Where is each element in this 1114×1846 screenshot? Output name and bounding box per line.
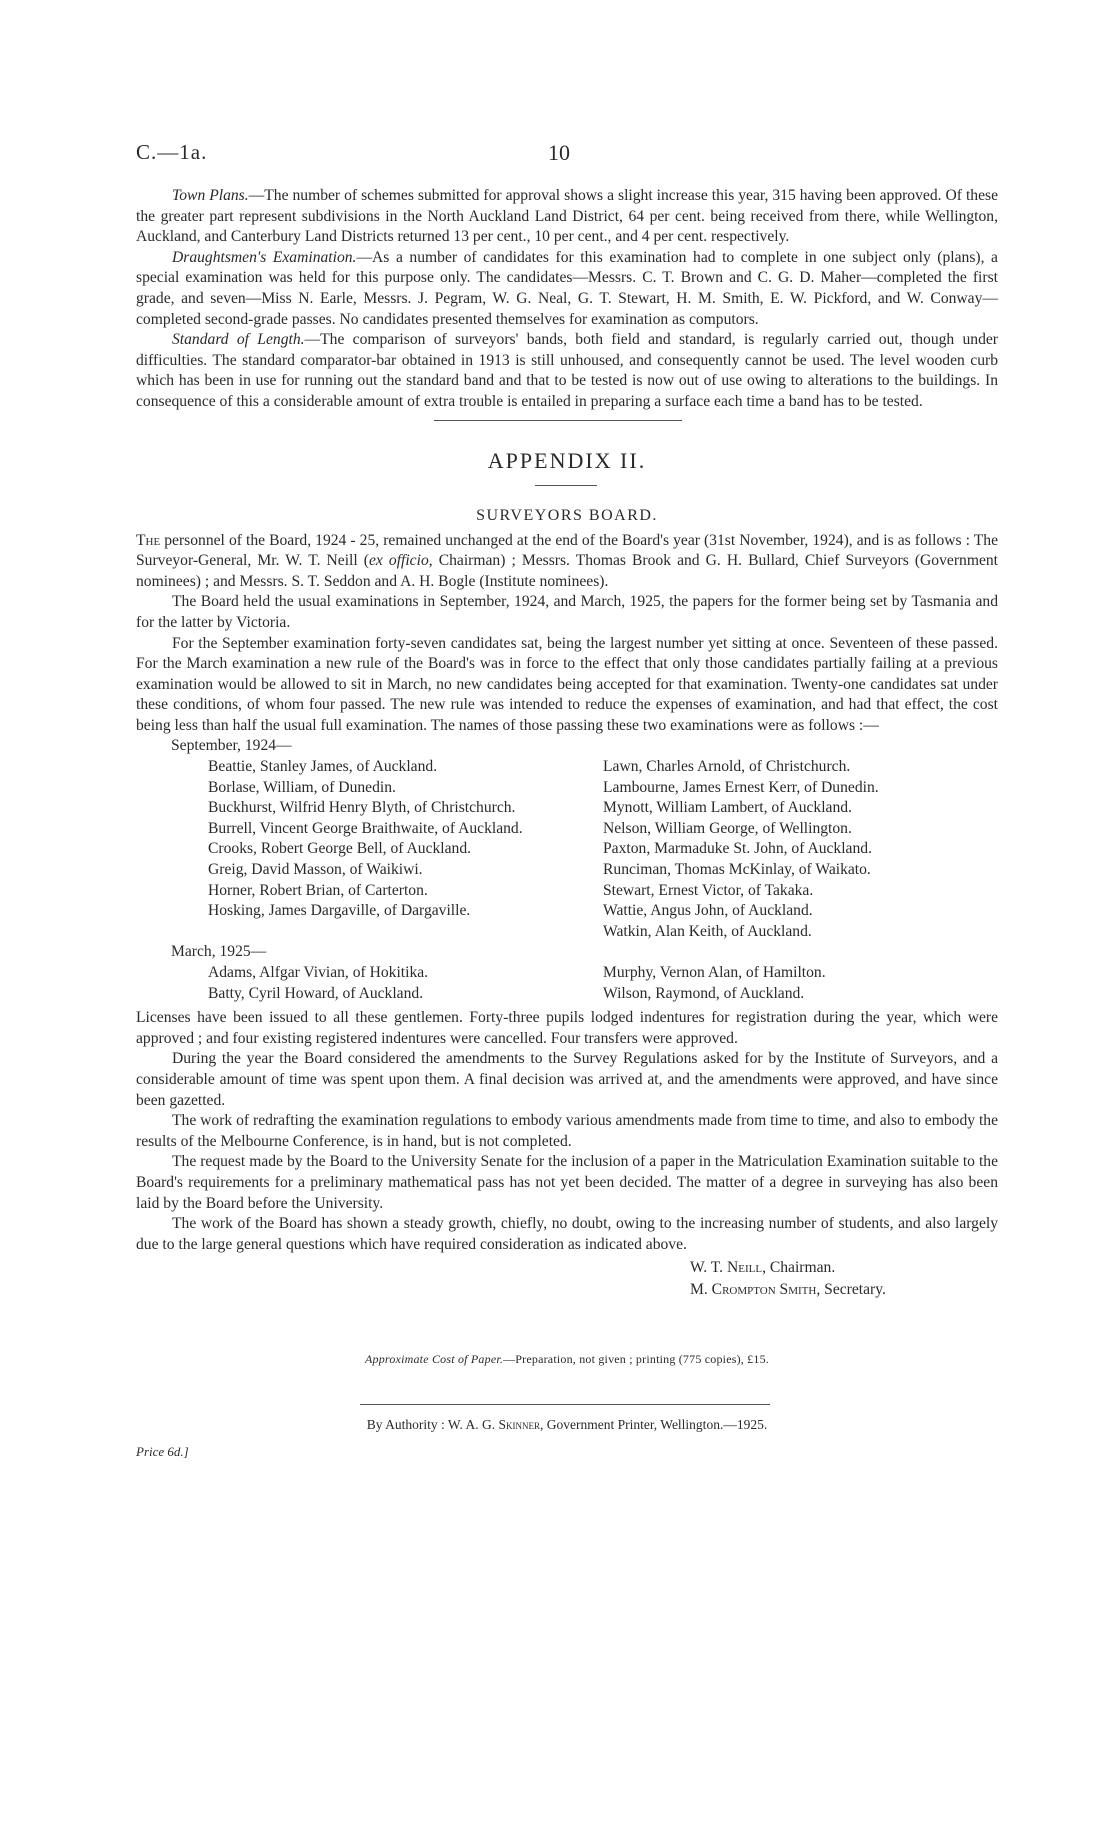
secretary-name: M. Crompton Smith <box>690 1281 817 1299</box>
draughtsmen-heading: Draughtsmen's Examination. <box>172 248 357 266</box>
september-columns <box>136 757 998 942</box>
september-label: September, 1924— <box>171 737 292 755</box>
list-item: Adams, Alfgar Vivian, of Hokitika. <box>208 964 429 981</box>
september-left-column <box>136 757 566 942</box>
list-item: Greig, David Masson, of Waikiwi. <box>208 861 423 879</box>
list-item: Stewart, Ernest Victor, of Takaka. <box>603 881 814 899</box>
document-reference: C.—1a. <box>136 140 208 164</box>
cost-label: Approximate Cost of Paper. <box>365 1352 504 1367</box>
chairman-signature <box>690 1257 998 1279</box>
amendments-paragraph: During the year the Board considered the amendments to the Survey Regulations asked for by the Institute of Surveyors, and a considerable amount of time was spent upon them. A final decision was arrived at, and the amendments were approved, and have since been gazetted. <box>136 1050 998 1109</box>
price: Price 6d.] <box>136 1443 189 1459</box>
list-item: Runciman, Thomas McKinlay, of Waikato. <box>603 861 871 879</box>
list-item: Watkin, Alan Keith, of Auckland. <box>603 922 812 940</box>
list-item: Hosking, James Dargaville, of Dargaville. <box>208 902 471 920</box>
list-item: Buckhurst, Wilfrid Henry Blyth, of Christchurch. <box>208 799 516 817</box>
march-left-column <box>136 963 566 1004</box>
section-divider <box>434 420 682 421</box>
list-item: Murphy, Vernon Alan, of Hamilton. <box>603 964 826 981</box>
list-item: Wilson, Raymond, of Auckland. <box>603 984 805 1002</box>
list-item: Horner, Robert Brian, of Carterton. <box>208 881 428 899</box>
town-plans-text: —The number of schemes submitted for approval shows a slight increase this year, 315 having been approved. Of these the greater part represent subdivisions in the North Auckland Land District, 64 per cent. being received from there, while Wellington, Auckland, and Canterbury Land Districts returned 13 per cent., 10 per cent., and 4 per cent. respectively. <box>136 187 998 246</box>
licenses-paragraph: Licenses have been issued to all these gentlemen. Forty-three pupils lodged indentures for registration during the year, which were approved ; and four existing registered indentures were cancelled. Four transfers were approved. <box>136 1009 998 1047</box>
page-number: 10 <box>548 140 570 165</box>
standard-length-paragraph <box>136 330 998 412</box>
cost-of-paper <box>136 1349 998 1370</box>
cost-text: —Preparation, not given ; printing (775 copies), £15. <box>503 1352 769 1367</box>
printer-authority <box>136 1415 998 1436</box>
personnel-text-b: , Chairman) ; Messrs. Thomas Brook and G. H. Bullard, Chief Surveyors (Government nominees) ; and Messrs. S. T. Seddon and A. H. Bogle (Institute nominees). <box>136 552 998 590</box>
town-plans-paragraph <box>136 186 998 248</box>
pass-list <box>136 736 998 1004</box>
list-item: Beattie, Stanley James, of Auckland. <box>208 758 438 776</box>
appendix-title: APPENDIX II. <box>487 447 647 473</box>
secretary-title: , Secretary. <box>816 1281 886 1299</box>
university-paragraph: The request made by the Board to the University Senate for the inclusion of a paper in the Matriculation Examination suitable to the Board's requirements for a preliminary mathematical pass has not yet been decided. The matter of a degree in surveying has also been laid by the Board before the University. <box>136 1153 998 1212</box>
list-item: Wattie, Angus John, of Auckland. <box>603 902 813 920</box>
printer-name: Skinner <box>498 1416 540 1432</box>
authority-prefix: By Authority : W. A. G. <box>366 1416 499 1432</box>
chairman-title: , Chairman. <box>762 1259 836 1277</box>
list-item: Mynott, William Lambert, of Auckland. <box>603 799 852 817</box>
page-header <box>136 140 998 170</box>
draughtsmen-text: —As a number of candidates for this examination had to complete in one subject only (plans), a special examination was held for this purpose only. The candidates—Messrs. C. T. Brown and C. G. D. Maher—completed the first grade, and seven—Miss N. Earle, Messrs. J. Pegram, W. G. Neal, G. T. Stewart, H. M. Smith, E. W. Pickford, and W. Conway—completed second-grade passes. No candidates presented themselves for examination as computors. <box>136 248 998 328</box>
list-item: Lawn, Charles Arnold, of Christchurch. <box>603 758 851 776</box>
list-item: Burrell, Vincent George Braithwaite, of Auckland. <box>208 819 523 837</box>
authority-suffix: , Government Printer, Wellington.—1925. <box>539 1416 768 1432</box>
list-item: Crooks, Robert George Bell, of Auckland. <box>208 840 472 858</box>
town-plans-heading: Town Plans. <box>172 187 249 204</box>
signature-block <box>136 1257 998 1301</box>
board-title: SURVEYORS BOARD. <box>476 506 658 524</box>
personnel-paragraph <box>136 531 998 593</box>
title-divider <box>535 485 597 486</box>
standard-length-text: —The comparison of surveyors' bands, both field and standard, is regularly carried out, though under difficulties. The standard comparator-bar obtained in 1913 is still unhoused, and consequently cannot be used. The level wooden curb which has been in use for running out the standard band and that to be tested is now out of use owing to alterations to the buildings. In consequence of this a considerable amount of extra trouble is entailed in preparing a surface each time a band has to be tested. <box>136 331 998 410</box>
examinations-paragraph: The Board held the usual examinations in September, 1924, and March, 1925, the papers for the former being set by Tasmania and for the latter by Victoria. <box>136 593 998 631</box>
footer-divider <box>360 1404 770 1405</box>
march-label: March, 1925— <box>171 943 267 961</box>
list-item: Nelson, William George, of Wellington. <box>603 819 852 837</box>
personnel-lead-word: The <box>136 531 161 549</box>
list-item: Paxton, Marmaduke St. John, of Auckland. <box>603 840 872 858</box>
list-item: Borlase, William, of Dunedin. <box>208 778 396 796</box>
chairman-name: W. T. Neill <box>690 1259 763 1277</box>
list-item: Batty, Cyril Howard, of Auckland. <box>208 984 424 1002</box>
document-body <box>136 186 998 1462</box>
september-right-column <box>566 757 998 942</box>
draughtsmen-paragraph <box>136 248 998 330</box>
personnel-text-a: personnel of the Board, 1924 - 25, remained unchanged at the end of the Board's year (31st November, 1924), and is as follows : The Surveyor-General, Mr. W. T. Neill ( <box>136 531 998 570</box>
list-item: Lambourne, James Ernest Kerr, of Dunedin. <box>603 778 879 796</box>
september-paragraph: For the September examination forty-seven candidates sat, being the largest number yet sitting at once. Seventeen of these passed. For the March examination a new rule of the Board's was in force to the effect that only those candidates partially failing at a previous examination would be allowed to sit in March, no new candidates being accepted for that examination. Twenty-one candidates sat under these conditions, of whom four passed. The new rule was intended to reduce the expenses of examination, and had that effect, the cost being less than half the usual full examination. The names of those passing these two examinations were as follows :— <box>136 634 998 734</box>
ex-officio-text: ex officio <box>368 552 429 570</box>
standard-length-heading: Standard of Length. <box>172 331 305 349</box>
march-right-column <box>566 963 998 1004</box>
secretary-signature <box>690 1279 998 1301</box>
growth-paragraph: The work of the Board has shown a steady growth, chiefly, no doubt, owing to the increasing number of students, and also largely due to the large general questions which have required consideration as indicated above. <box>136 1215 998 1253</box>
redrafting-paragraph: The work of redrafting the examination regulations to embody various amendments made from time to time, and also to embody the results of the Melbourne Conference, is in hand, but is not completed. <box>136 1112 998 1150</box>
march-columns <box>136 963 998 1004</box>
